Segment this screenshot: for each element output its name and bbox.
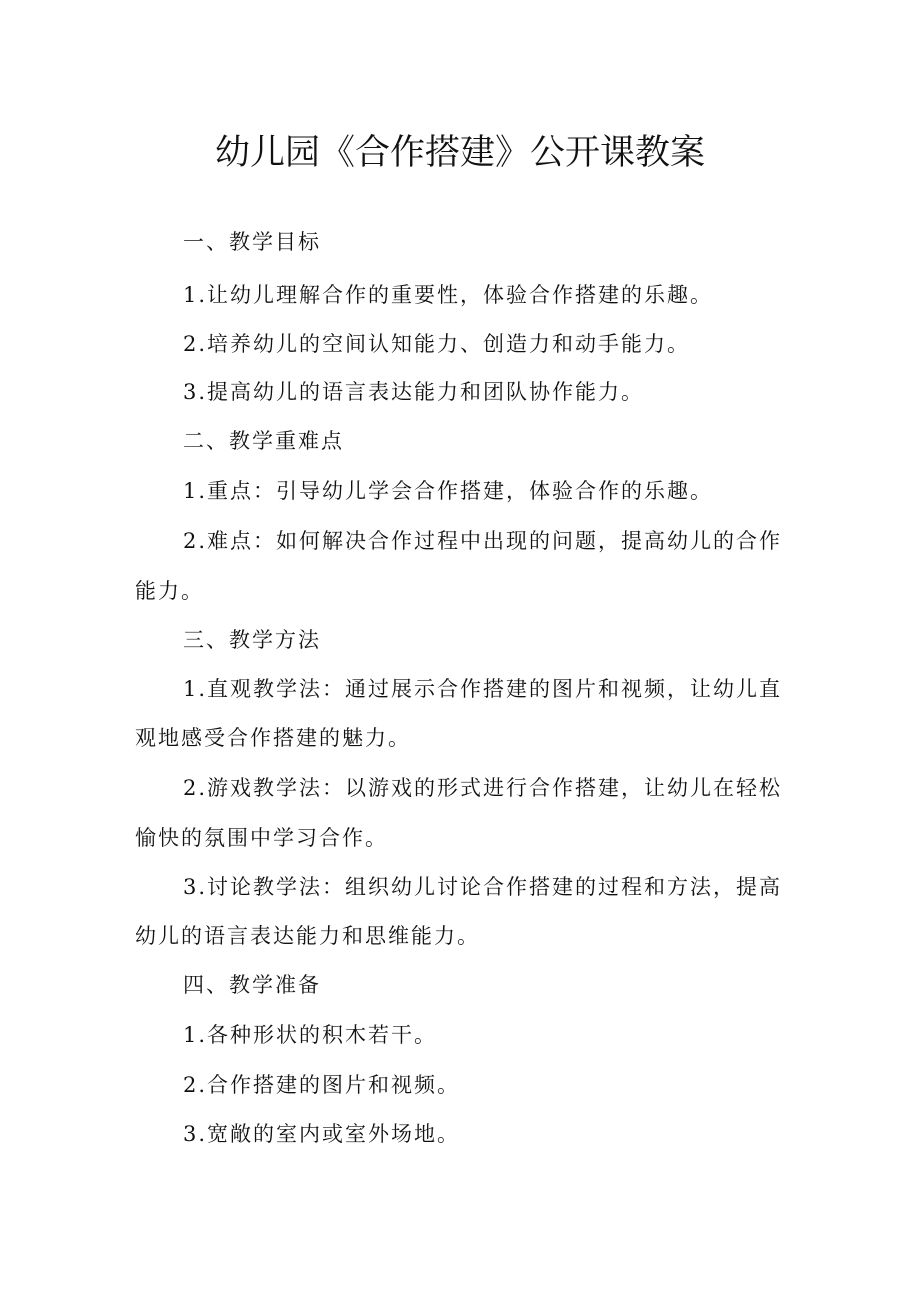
paragraph-line: 愉快的氛围中学习合作。 <box>135 826 388 850</box>
section-heading-preparation: 四、教学准备 <box>183 973 321 997</box>
paragraph-line: 2.难点：如何解决合作过程中出现的问题，提高幼儿的合作 <box>183 529 783 553</box>
paragraph-line: 2.培养幼儿的空间认知能力、创造力和动手能力。 <box>183 332 691 356</box>
paragraph-line: 能力。 <box>135 579 204 603</box>
paragraph-line: 3.提高幼儿的语言表达能力和团队协作能力。 <box>183 380 645 404</box>
paragraph-line: 1.让幼儿理解合作的重要性，体验合作搭建的乐趣。 <box>183 283 714 307</box>
paragraph-line: 1.重点：引导幼儿学会合作搭建，体验合作的乐趣。 <box>183 479 714 503</box>
document-title: 幼儿园《合作搭建》公开课教案 <box>214 133 705 173</box>
paragraph-line: 幼儿的语言表达能力和思维能力。 <box>135 924 480 948</box>
section-heading-key-points: 二、教学重难点 <box>183 429 344 453</box>
paragraph-line: 3.讨论教学法：组织幼儿讨论合作搭建的过程和方法，提高 <box>183 875 783 899</box>
paragraph-line: 2.合作搭建的图片和视频。 <box>183 1073 461 1097</box>
paragraph-line: 观地感受合作搭建的魅力。 <box>135 726 411 750</box>
section-heading-methods: 三、教学方法 <box>183 628 321 652</box>
paragraph-line: 3.宽敞的室内或室外场地。 <box>183 1122 461 1146</box>
section-heading-objectives: 一、教学目标 <box>183 230 321 254</box>
paragraph-line: 2.游戏教学法：以游戏的形式进行合作搭建，让幼儿在轻松 <box>183 776 783 800</box>
paragraph-line: 1.直观教学法：通过展示合作搭建的图片和视频，让幼儿直 <box>183 677 783 701</box>
paragraph-line: 1.各种形状的积木若干。 <box>183 1023 438 1047</box>
